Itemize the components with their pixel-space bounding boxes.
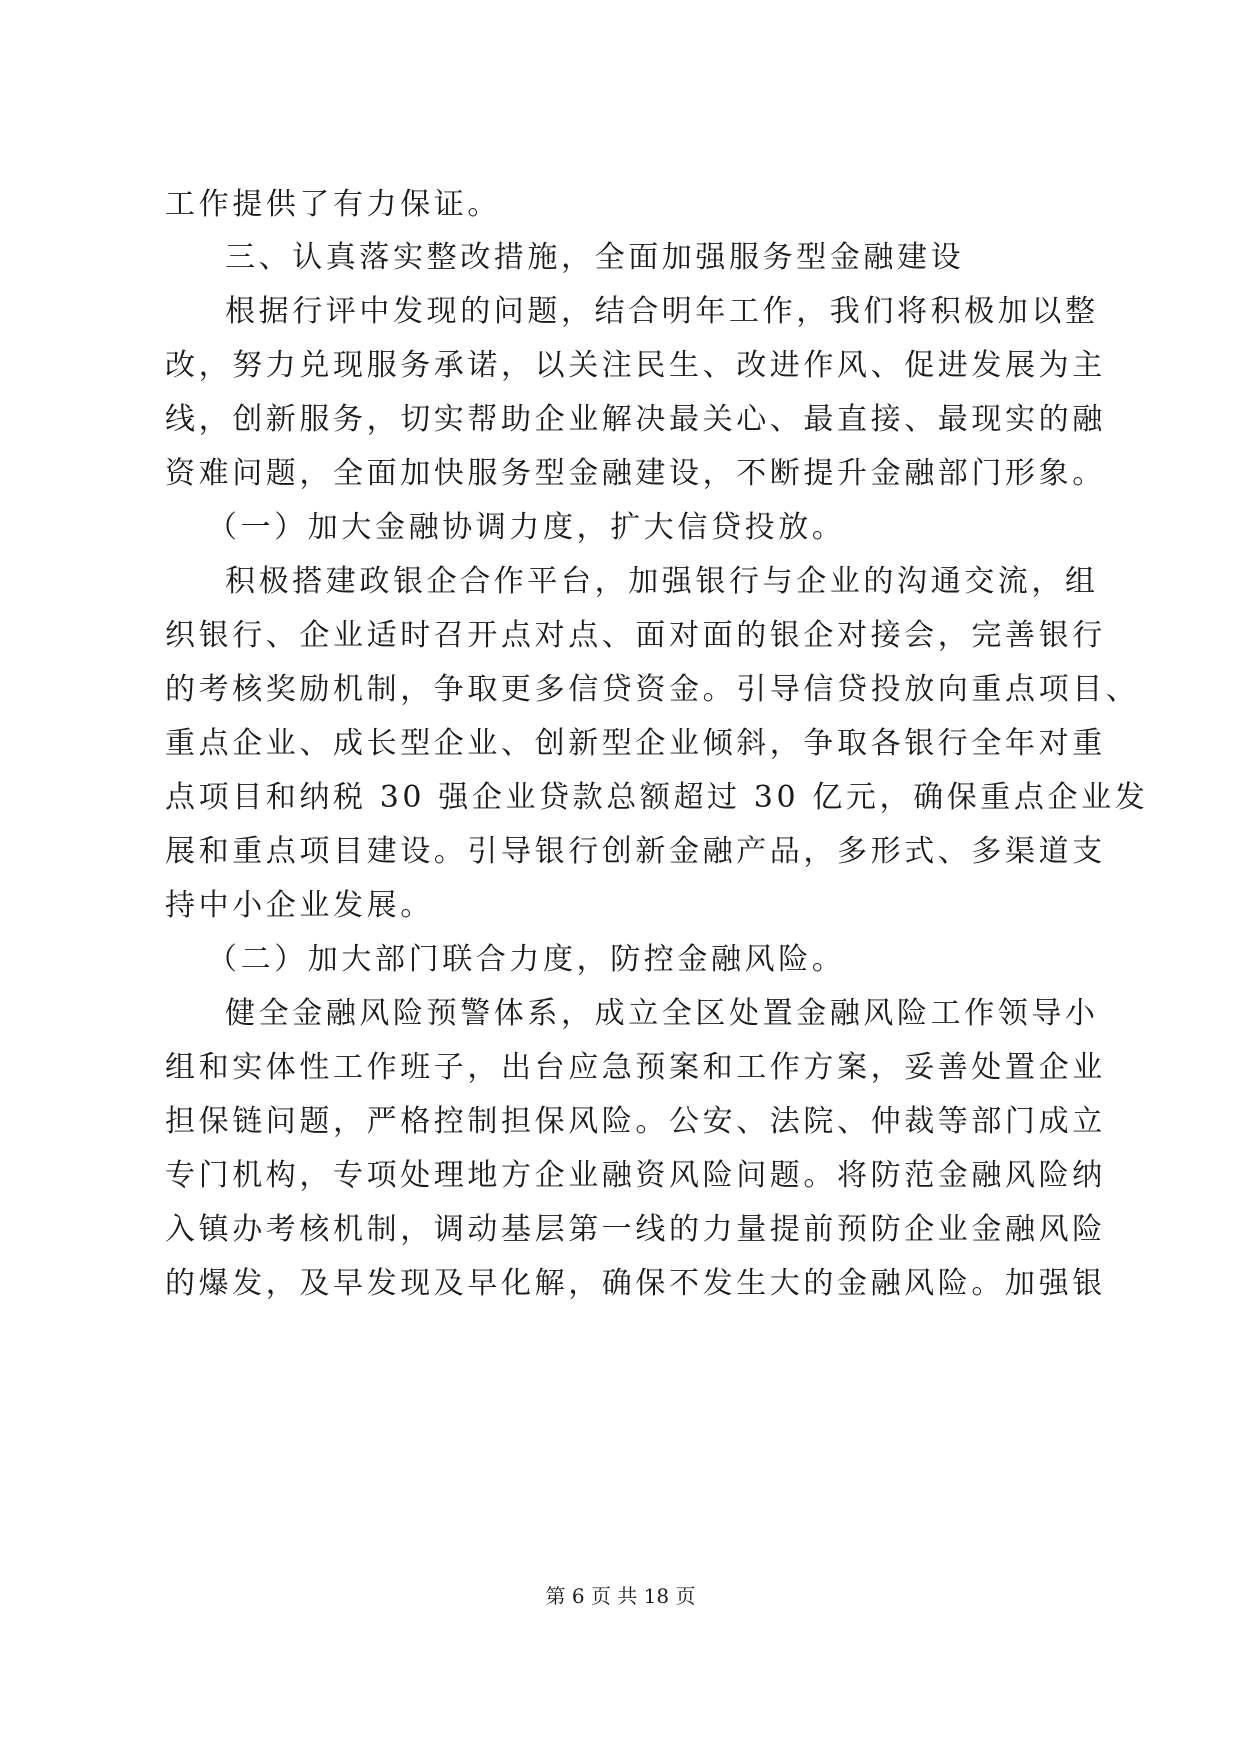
text-line: 工作提供了有力保证。 [165,187,501,222]
text-line: 重点企业、成长型企业、创新型企业倾斜，争取各银行全年对重 [165,726,1106,761]
text-line: 资难问题，全面加快服务型金融建设，不断提升金融部门形象。 [165,456,1106,491]
text-line: 入镇办考核机制，调动基层第一线的力量提前预防企业金融风险 [165,1212,1106,1247]
text-line: 组和实体性工作班子，出台应急预案和工作方案，妥善处置企业 [165,1050,1106,1085]
text-line: 积极搭建政银企合作平台，加强银行与企业的沟通交流，组 [225,564,1099,599]
section-heading: 三、认真落实整改措施，全面加强服务型金融建设 [225,240,965,275]
page-number-footer: 第 6 页 共 18 页 [545,1584,696,1608]
text-line: 健全金融风险预警体系，成立全区处置金融风险工作领导小 [225,996,1099,1031]
text-line: 改，努力兑现服务承诺，以关注民生、改进作风、促进发展为主 [165,348,1106,383]
subsection-heading: （一）加大金融协调力度，扩大信贷投放。 [207,510,846,545]
text-line: 点项目和纳税 30 强企业贷款总额超过 30 亿元，确保重点企业发 [165,780,1149,815]
text-line: 织银行、企业适时召开点对点、面对面的银企对接会，完善银行 [165,618,1106,653]
text-line: 的考核奖励机制，争取更多信贷资金。引导信贷投放向重点项目、 [165,672,1140,707]
subsection-heading: （二）加大部门联合力度，防控金融风险。 [207,942,846,977]
text-line: 线，创新服务，切实帮助企业解决最关心、最直接、最现实的融 [165,402,1106,437]
text-line: 担保链问题，严格控制担保风险。公安、法院、仲裁等部门成立 [165,1104,1106,1139]
text-line: 专门机构，专项处理地方企业融资风险问题。将防范金融风险纳 [165,1158,1106,1193]
text-line: 的爆发，及早发现及早化解，确保不发生大的金融风险。加强银 [165,1266,1106,1301]
text-line: 展和重点项目建设。引导银行创新金融产品，多形式、多渠道支 [165,834,1106,869]
text-line: 持中小企业发展。 [165,888,434,923]
text-line: 根据行评中发现的问题，结合明年工作，我们将积极加以整 [225,294,1099,329]
